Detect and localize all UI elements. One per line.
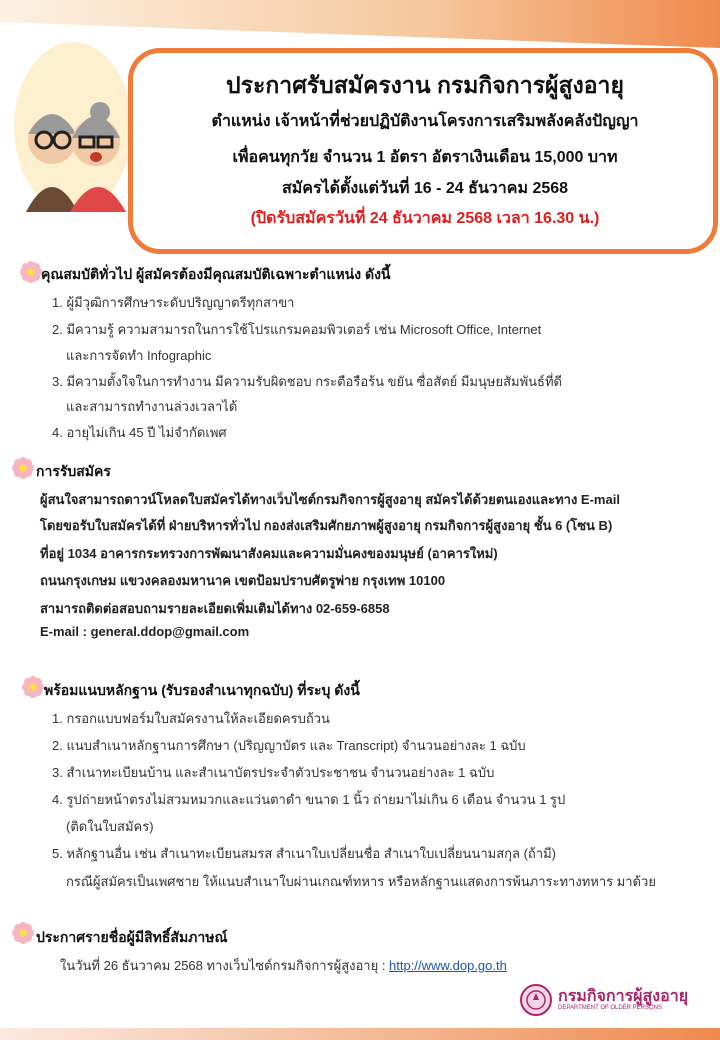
top-decorative-band (0, 0, 720, 48)
salary-line: เพื่อคนทุกวัย จำนวน 1 อัตรา อัตราเงินเดือน 15,000 บาท (232, 149, 618, 166)
documents-heading: พร้อมแนบหลักฐาน (รับรองสำเนาทุกฉบับ) ที่ระบุ ดังนี้ (44, 682, 360, 698)
elderly-couple-illustration (14, 42, 132, 212)
flower-bullet-icon (12, 457, 34, 479)
application-period: สมัครได้ตั้งแต่วันที่ 16 - 24 ธันวาคม 2568 (281, 180, 569, 197)
position-line: ตำแหน่ง เจ้าหน้าที่ช่วยปฏิบัติงานโครงการเสริมพลังคลังปัญญา (211, 113, 639, 130)
deadline-notice: (ปิดรับสมัครวันที่ 24 ธันวาคม 2568 เวลา 16.30 น.) (250, 210, 600, 227)
department-seal-icon (520, 984, 552, 1016)
application-heading: การรับสมัคร (36, 463, 111, 479)
document-item-cont: กรณีผู้สมัครเป็นเพศชาย ให้แนบสำเนาใบผ่านเกณฑ์ทหาร หรือหลักฐานแสดงการพ้นภาระทางทหาร มาด้วย (66, 874, 656, 889)
document-item: 3. สำเนาทะเบียนบ้าน และสำเนาบัตรประจำตัวประชาชน จำนวนอย่างละ 1 ฉบับ (52, 765, 495, 780)
interview-heading: ประกาศรายชื่อผู้มีสิทธิ์สัมภาษณ์ (36, 929, 228, 945)
document-item-cont: (ติดในใบสมัคร) (66, 819, 154, 834)
document-item: 5. หลักฐานอื่น เช่น สำเนาทะเบียนสมรส สำเนาใบเปลี่ยนชื่อ สำเนาใบเปลี่ยนนามสกุล (ถ้ามี) (52, 846, 556, 861)
contact-phone: สามารถติดต่อสอบถามรายละเอียดเพิ่มเติมได้ทาง 02-659-6858 (40, 601, 390, 616)
flower-bullet-icon (12, 922, 34, 944)
document-item: 1. กรอกแบบฟอร์มใบสมัครงานให้ละเอียดครบถ้วน (52, 711, 330, 726)
flower-bullet-icon (20, 261, 42, 283)
logo-name-en: DEPARTMENT OF OLDER PERSONS (558, 1005, 663, 1011)
qualification-item-cont: และการจัดทำ Infographic (66, 348, 212, 363)
interview-announcement (60, 955, 507, 976)
qualification-item: 2. มีความรู้ ความสามารถในการใช้โปรแกรมคอมพิวเตอร์ เช่น Microsoft Office, Internet (52, 322, 542, 337)
qualification-item-cont: และสามารถทำงานล่วงเวลาได้ (66, 399, 238, 414)
document-item: 2. แนบสำเนาหลักฐานการศึกษา (ปริญญาบัตร และ Transcript) จำนวนอย่างละ 1 ฉบับ (52, 738, 526, 753)
application-line: โดยขอรับใบสมัครได้ที่ ฝ่ายบริหารทั่วไป กองส่งเสริมศักยภาพผู้สูงอายุ กรมกิจการผู้สูงอายุ ชั้น 6 (โซน B) (40, 518, 613, 533)
logo-name-th: กรมกิจการผู้สูงอายุ (558, 988, 689, 1005)
page-title: ประกาศรับสมัครงาน กรมกิจการผู้สูงอายุ (226, 72, 624, 98)
interview-text: ในวันที่ 26 ธันวาคม 2568 ทางเว็บไซต์กรมกิจการผู้สูงอายุ : (60, 958, 390, 973)
department-logo (520, 984, 689, 1018)
address-line: ถนนกรุงเกษม แขวงคลองมหานาค เขตป้อมปราบศัตรูพ่าย กรุงเทพ 10100 (40, 573, 446, 588)
bottom-decorative-band (0, 1028, 720, 1040)
application-line: ผู้สนใจสามารถดาวน์โหลดใบสมัครได้ทางเว็บไซต์กรมกิจการผู้สูงอายุ สมัครได้ด้วยตนเองและทาง E-mail (40, 492, 620, 507)
flower-bullet-icon (22, 676, 44, 698)
contact-email: E-mail : general.ddop@gmail.com (40, 624, 250, 639)
qualifications-heading: คุณสมบัติทั่วไป ผู้สมัครต้องมีคุณสมบัติเฉพาะตำแหน่ง ดังนี้ (41, 266, 391, 282)
qualification-item: 3. มีความตั้งใจในการทำงาน มีความรับผิดชอบ กระตือรือร้น ขยัน ซื่อสัตย์ มีมนุษยสัมพันธ์ที่ดี (52, 374, 562, 389)
address-line: ที่อยู่ 1034 อาคารกระทรวงการพัฒนาสังคมและความมั่นคงของมนุษย์ (อาคารใหม่) (40, 546, 498, 561)
qualification-item: 4. อายุไม่เกิน 45 ปี ไม่จำกัดเพศ (52, 425, 227, 440)
document-item: 4. รูปถ่ายหน้าตรงไม่สวมหมวกและแว่นตาดำ ขนาด 1 นิ้ว ถ่ายมาไม่เกิน 6 เดือน จำนวน 1 รูป (52, 792, 566, 807)
qualification-item: 1. ผู้มีวุฒิการศึกษาระดับปริญญาตรีทุกสาขา (52, 295, 295, 310)
website-link[interactable]: http://www.dop.go.th (389, 958, 507, 973)
